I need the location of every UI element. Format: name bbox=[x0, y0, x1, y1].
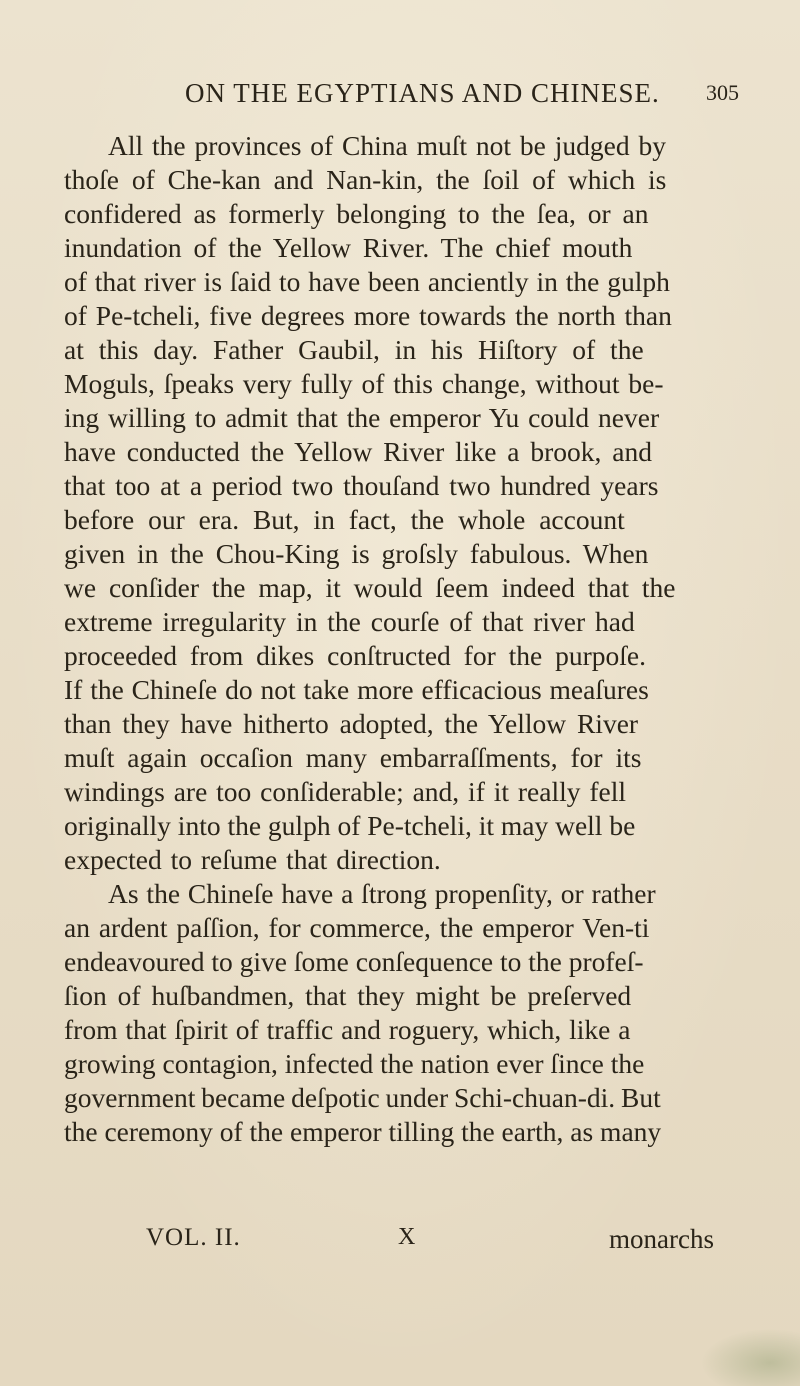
text-line: windings are too conſiderable; and, if it really fell bbox=[64, 776, 626, 807]
text-line: confidered as formerly belonging to the ſea, or an bbox=[64, 198, 649, 229]
text-line: If the Chineſe do not take more efficacious meaſures bbox=[64, 674, 649, 705]
volume-signature: VOL. II. bbox=[146, 1224, 241, 1251]
text-line: that too at a period two thouſand two hundred years bbox=[64, 470, 659, 501]
text-line: than they have hitherto adopted, the Yellow River bbox=[64, 708, 639, 739]
text-line: we conſider the map, it would ſeem indeed that the bbox=[64, 572, 676, 603]
text-line: of that river is ſaid to have been anciently in the gulph bbox=[64, 266, 670, 297]
text-line: at this day. Father Gaubil, in his Hiſtory of the bbox=[64, 334, 644, 365]
text-line: before our era. But, in fact, the whole account bbox=[64, 504, 625, 535]
text-line: inundation of the Yellow River. The chief mouth bbox=[64, 232, 633, 263]
text-line: muſt again occaſion many embarraſſments, for its bbox=[64, 742, 642, 773]
text-line: All the provinces of China muſt not be judged by bbox=[108, 130, 666, 161]
signature-mark: X bbox=[398, 1224, 416, 1250]
text-line: from that ſpirit of traffic and roguery, which, like a bbox=[64, 1014, 631, 1045]
text-line: thoſe of Che-kan and Nan-kin, the ſoil of which is bbox=[64, 164, 667, 195]
text-line: proceeded from dikes conſtructed for the purpoſe. bbox=[64, 640, 646, 671]
text-line: growing contagion, infected the nation ever ſince the bbox=[64, 1048, 645, 1079]
catchword: monarchs bbox=[609, 1224, 714, 1254]
page-header bbox=[0, 78, 800, 118]
page-number: 305 bbox=[706, 80, 739, 105]
text-line: the ceremony of the emperor tilling the earth, as many bbox=[64, 1116, 662, 1147]
page-stain bbox=[700, 1328, 800, 1386]
running-head: ON THE EGYPTIANS AND CHINESE. bbox=[185, 78, 660, 108]
text-line: extreme irregularity in the courſe of that river had bbox=[64, 606, 635, 637]
text-line: Moguls, ſpeaks very fully of this change, without be- bbox=[64, 368, 664, 399]
text-line: given in the Chou-King is groſsly fabulous. When bbox=[64, 538, 649, 569]
text-line: ſion of huſbandmen, that they might be preſerved bbox=[64, 980, 632, 1011]
text-line: government became deſpotic under Schi-chuan-di. But bbox=[64, 1082, 661, 1113]
text-line: endeavoured to give ſome conſequence to the profeſ- bbox=[64, 946, 644, 977]
text-line: have conducted the Yellow River like a brook, and bbox=[64, 436, 652, 467]
text-line: originally into the gulph of Pe-tcheli, it may well be bbox=[64, 810, 636, 841]
text-line: an ardent paſſion, for commerce, the emperor Ven-ti bbox=[64, 912, 650, 943]
text-line: of Pe-tcheli, five degrees more towards the north than bbox=[64, 300, 672, 331]
text-line: expected to reſume that direction. bbox=[64, 844, 441, 875]
text-line: As the Chineſe have a ſtrong propenſity, or rather bbox=[108, 878, 656, 909]
text-line: ing willing to admit that the emperor Yu could never bbox=[64, 402, 660, 433]
page-footer bbox=[0, 1224, 800, 1260]
